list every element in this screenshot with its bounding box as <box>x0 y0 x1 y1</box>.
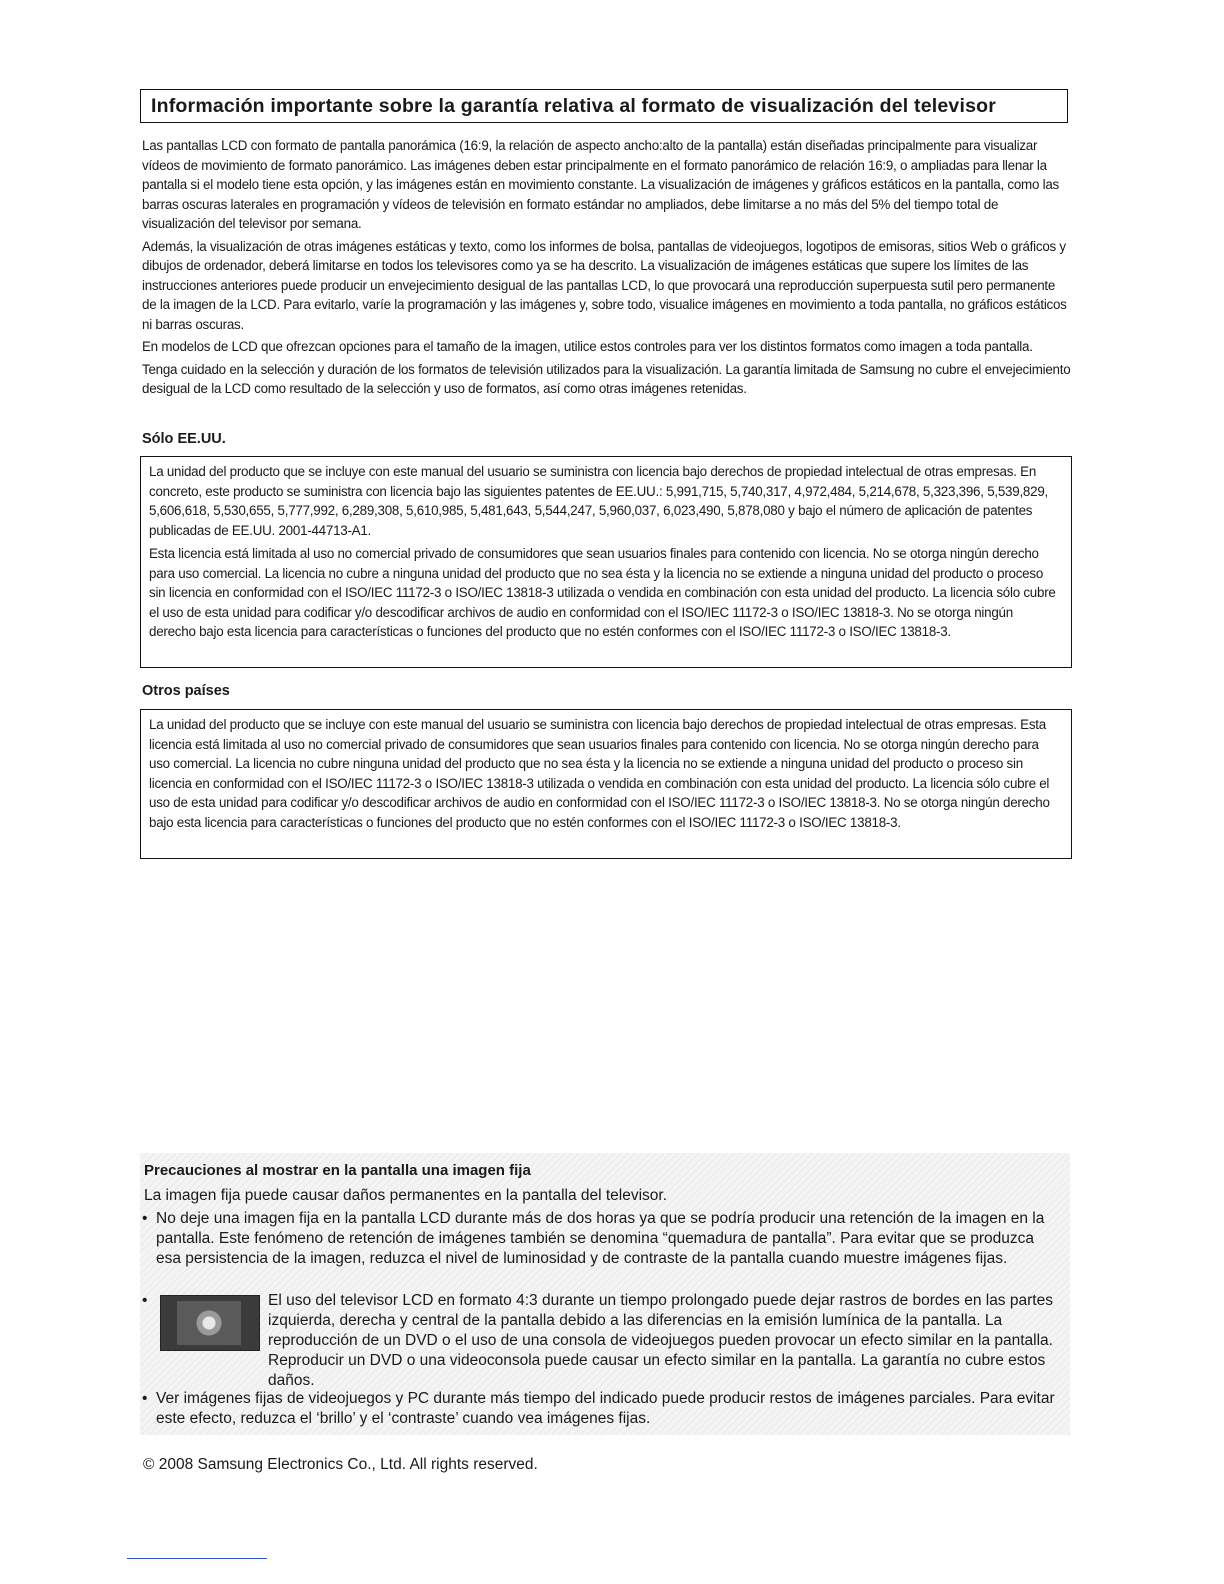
precaution-bullet-text: El uso del televisor LCD en formato 4:3 durante un tiempo prolongado puede dejar rastros de bordes en las partes izquierda, derecha y central de la pantalla debido a las diferencias en la emisión lumínica de la pantalla. La reproducción de un DVD o el uso de una consola de videojuegos pueden provocar un efecto similar en la pantalla. Reproducir un DVD o una videoconsola puede causar un efecto similar en la pantalla. La garantía no cubre estos daños. <box>268 1292 1053 1389</box>
intro-paragraph: Además, la visualización de otras imágenes estáticas y texto, como los informes de bolsa, pantallas de videojuegos, logotipos de emisoras, sitios Web o gráficos y dibujos de ordenador, deberá limitarse en todos los televisores como ya se ha descrito. La visualización de imágenes estáticas que supere los límites de las instrucciones anteriores puede producir un envejecimiento desigual de las pantallas LCD, lo que provocará una reproducción superpuesta sutil pero permanente de la imagen de la LCD. Para evitarlo, varíe la programación y las imágenes y, sobre todo, visualice imágenes en movimiento a toda pantalla, no gráficos estáticos ni barras oscuras. <box>142 238 1067 332</box>
precaution-bullet <box>142 1209 1062 1269</box>
bullet-icon: • <box>142 1390 148 1407</box>
usa-license-paragraph: La unidad del producto que se incluye con este manual del usuario se suministra con licencia bajo derechos de propiedad intelectual de otras empresas. En concreto, este producto se suministra con licencia bajo las siguientes patentes de EE.UU.: 5,991,715, 5,740,317, 4,972,484, 5,214,678, 5,323,396, 5,539,829, 5,606,618, 5,530,655, 5,777,992, 6,289,308, 5,610,985, 5,481,643, 5,544,247, 5,960,037, 6,023,490, 5,878,080 y bajo el número de aplicación de patentes publicadas de EE.UU. 2001-44713-A1. <box>149 464 1048 538</box>
precaution-bullet-text: Ver imágenes fijas de videojuegos y PC durante más tiempo del indicado puede producir restos de imágenes parciales. Para evitar este efecto, reduzca el ‘brillo’ y el ‘contraste’ cuando vea imágenes fijas. <box>156 1390 1055 1427</box>
precaution-heading: Precauciones al mostrar en la pantalla una imagen fija <box>144 1162 531 1179</box>
precaution-panel <box>140 1153 1070 1435</box>
precaution-bullet <box>142 1291 1062 1389</box>
intro-paragraph: Las pantallas LCD con formato de pantalla panorámica (16:9, la relación de aspecto ancho:alto de la pantalla) están diseñadas principalmente para visualizar vídeos de movimiento de formato panorámico. Las imágenes deben estar principalmente en el formato panorámico de relación 16:9, o ampliadas para llenar la pantalla si el modelo tiene esta opción, y las imágenes están en movimiento constante. La visualización de imágenes y gráficos estáticos en la pantalla, como las barras oscuras laterales en programación y vídeos de televisión en formato estándar no ampliados, debe limitarse a no más del 5% del tiempo total de visualización del televisor por semana. <box>142 138 1059 231</box>
bullet-icon: • <box>142 1210 148 1227</box>
page-title: Información importante sobre la garantía relativa al formato de visualización del televisor <box>151 94 997 117</box>
title-box <box>140 89 1068 123</box>
precaution-lead: La imagen fija puede causar daños permanentes en la pantalla del televisor. <box>144 1187 668 1204</box>
other-countries-heading: Otros países <box>142 683 230 699</box>
other-countries-license-box <box>140 709 1072 859</box>
intro-paragraph: Tenga cuidado en la selección y duración de los formatos de televisión utilizados para la visualización. La garantía limitada de Samsung no cubre el envejecimiento desigual de la LCD como resultado de la selección y uso de formatos, así como otras imágenes retenidas. <box>142 361 1071 396</box>
footer-divider <box>127 1558 267 1559</box>
bullet-icon: • <box>142 1292 148 1309</box>
tv-screen-icon <box>160 1295 260 1351</box>
intro-section <box>142 136 1072 402</box>
intro-paragraph: En modelos de LCD que ofrezcan opciones para el tamaño de la imagen, utilice estos controles para ver los distintos formatos como imagen a toda pantalla. <box>142 339 1033 354</box>
usa-license-box <box>140 456 1072 668</box>
precaution-bullet-text: No deje una imagen fija en la pantalla LCD durante más de dos horas ya que se podría producir una retención de la imagen en la pantalla. Este fenómeno de retención de imágenes también se denomina “quemadura de pantalla”. Para evitar que se produzca esa persistencia de la imagen, reduzca el nivel de luminosidad y de contraste de la pantalla cuando muestre imágenes fijas. <box>156 1210 1045 1267</box>
usa-heading: Sólo EE.UU. <box>142 431 226 447</box>
copyright-notice: © 2008 Samsung Electronics Co., Ltd. All rights reserved. <box>143 1456 538 1473</box>
usa-license-paragraph: Esta licencia está limitada al uso no comercial privado de consumidores que sean usuarios finales para contenido con licencia. No se otorga ningún derecho para uso comercial. La licencia no cubre a ninguna unidad del producto que no sea ésta y la licencia no se extiende a ninguna unidad del producto o proceso sin licencia en conformidad con el ISO/IEC 11172-3 o ISO/IEC 13818-3 utilizada o vendida en combinación con esta unidad del producto. La licencia sólo cubre el uso de esta unidad para codificar y/o descodificar archivos de audio en conformidad con el ISO/IEC 11172-3 o ISO/IEC 13818-3. No se otorga ningún derecho bajo esta licencia para características o funciones del producto que no estén conformes con el ISO/IEC 11172-3 o ISO/IEC 13818-3. <box>149 546 1056 639</box>
precaution-bullet <box>142 1389 1062 1429</box>
other-countries-license-paragraph: La unidad del producto que se incluye con este manual del usuario se suministra con licencia bajo derechos de propiedad intelectual de otras empresas. Esta licencia está limitada al uso no comercial privado de consumidores que sean usuarios finales para contenido con licencia. No se otorga ningún derecho para uso comercial. La licencia no cubre ninguna unidad del producto que no sea ésta y la licencia no se extiende a ninguna unidad del producto o proceso sin licencia en conformidad con el ISO/IEC 11172-3 o ISO/IEC 13818-3 utilizada o vendida en combinación con esta unidad del producto. La licencia sólo cubre el uso de esta unidad para codificar y/o descodificar archivos de audio en conformidad con el ISO/IEC 11172-3 o ISO/IEC 13818-3. No se otorga ningún derecho bajo esta licencia para características o funciones del producto que no estén conformes con el ISO/IEC 11172-3 o ISO/IEC 13818-3. <box>149 717 1050 830</box>
